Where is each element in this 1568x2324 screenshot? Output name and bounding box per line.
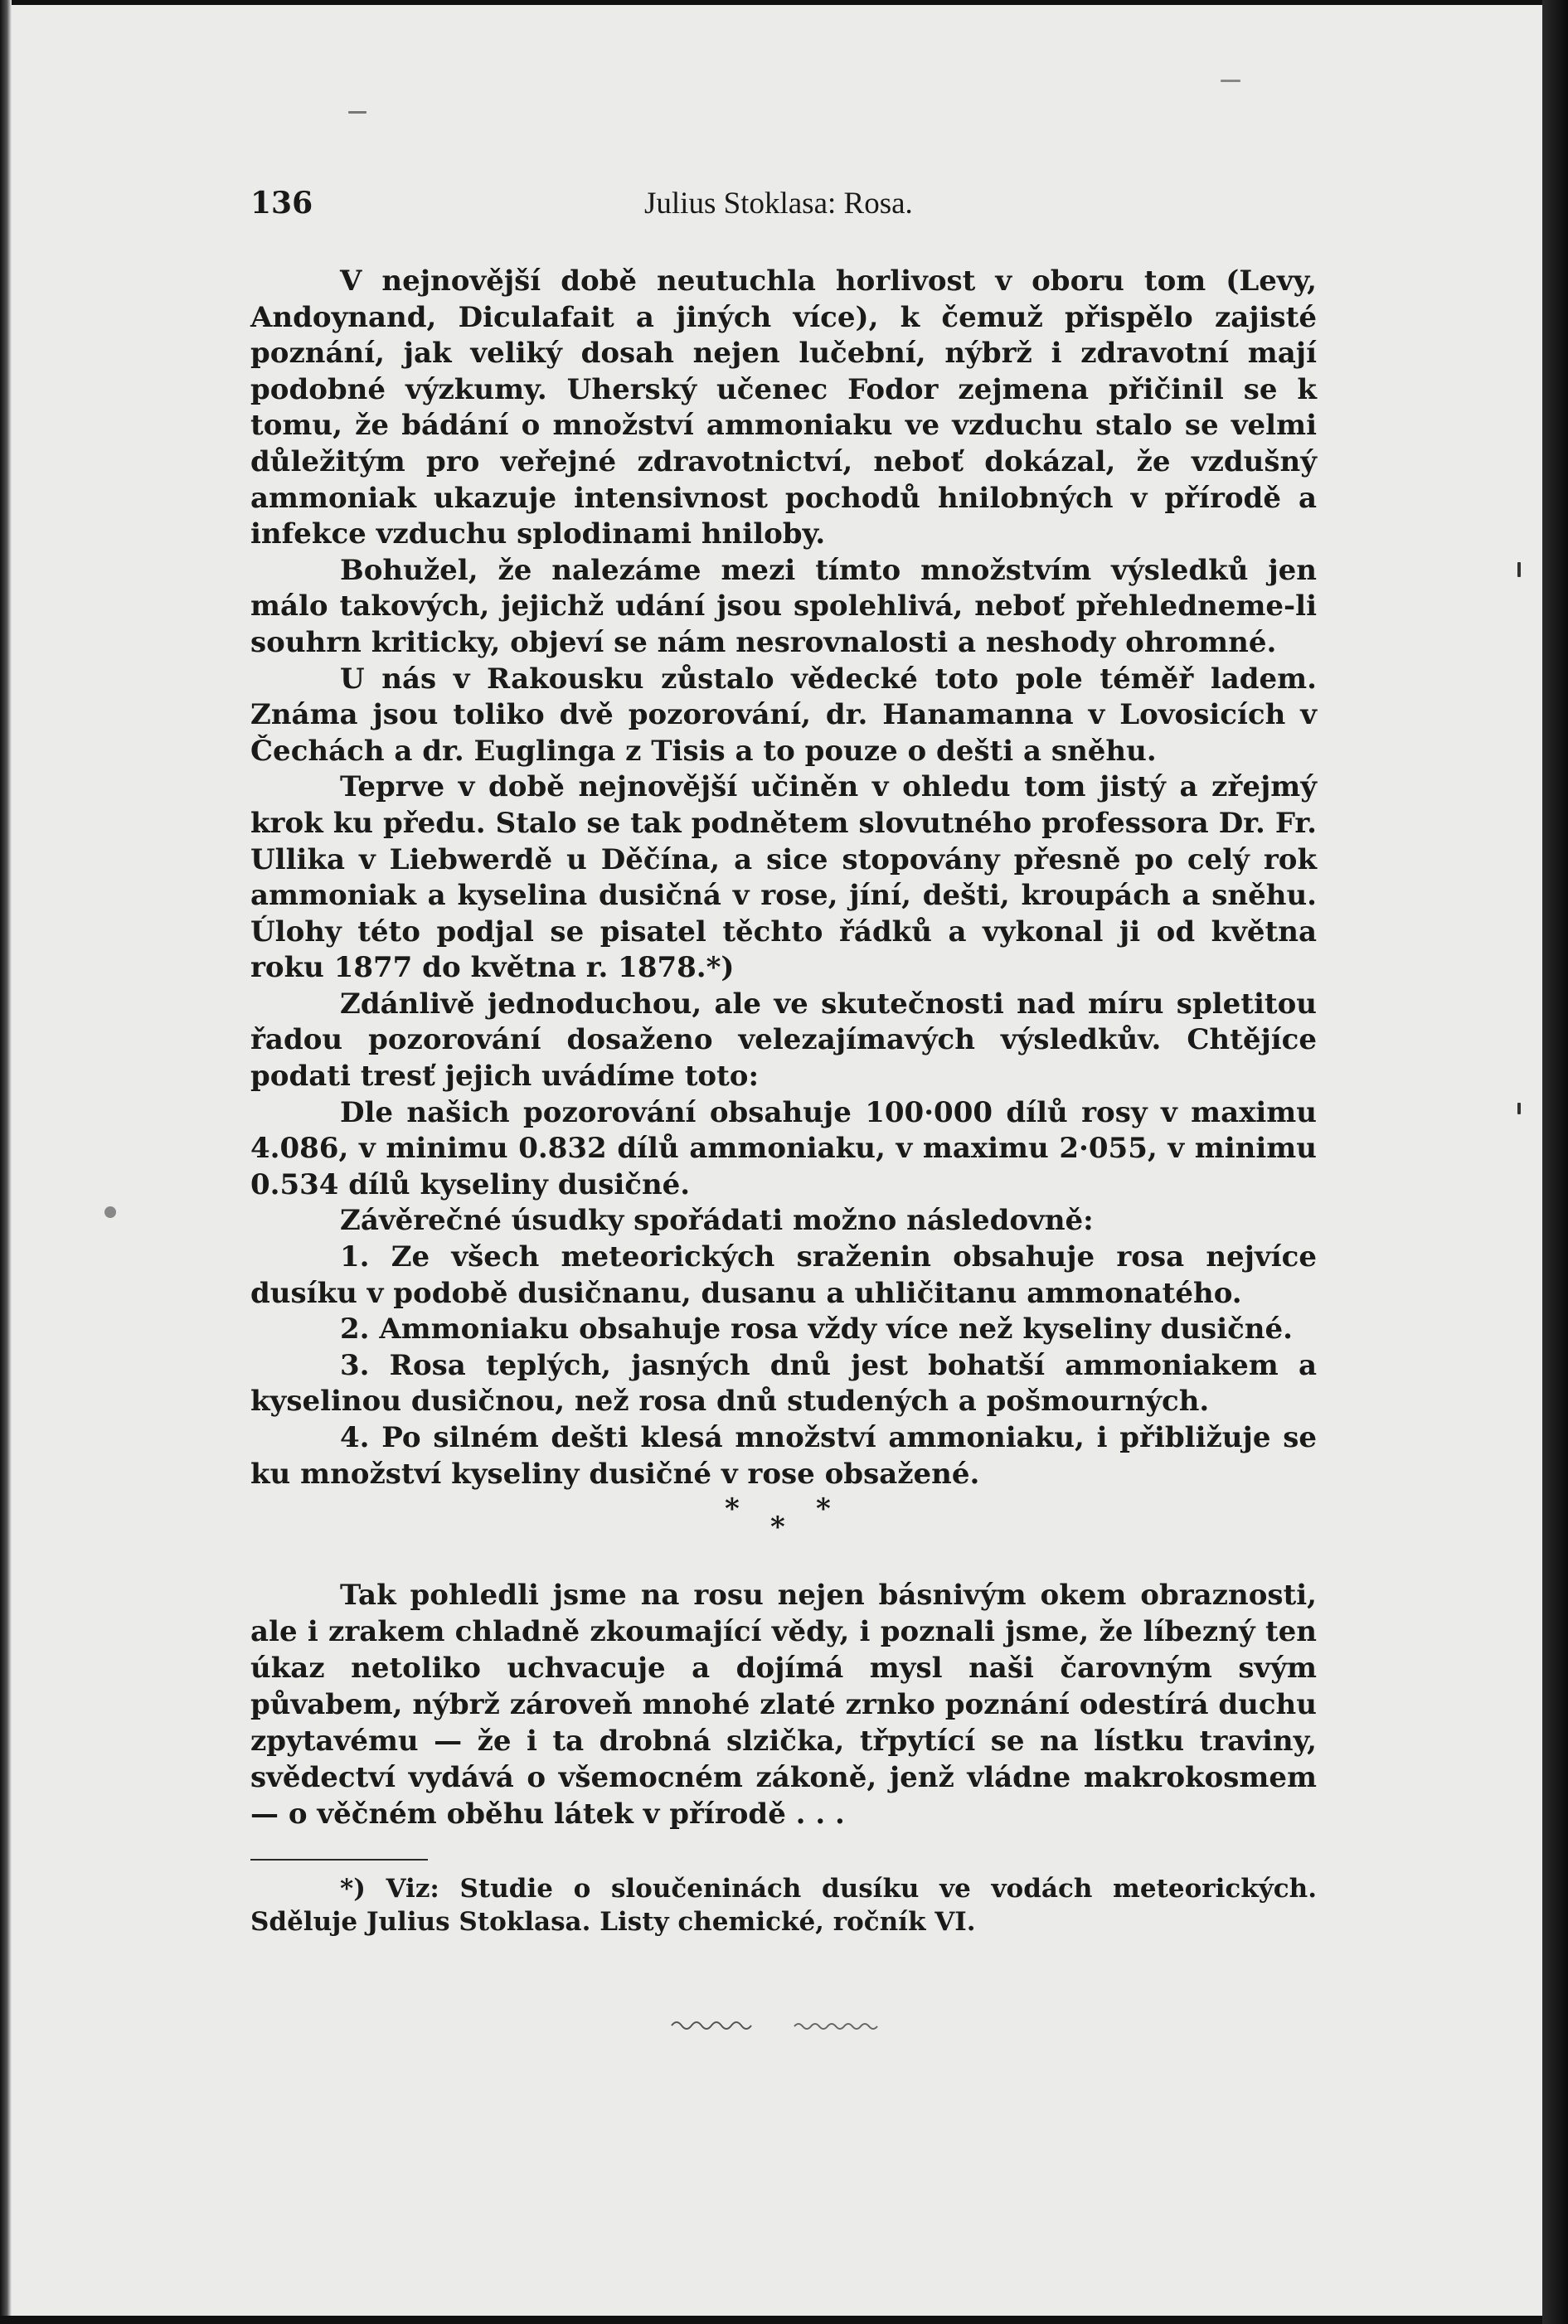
separator-star: * xyxy=(816,1492,831,1526)
end-ornament xyxy=(670,2013,894,2038)
page-number: 136 xyxy=(250,186,313,221)
paragraph: Dle našich pozorování obsahuje 100·000 dílů rosy v maximu 4.086, v minimu 0.832 dílů ammoniaku, v maximu 2·055, v minimu 0.534 dílů kyseliny dusičné. xyxy=(250,1095,1317,1201)
footnote-text: *) Viz: Studie o sloučeninách dusíku ve vodách meteorických. Sděluje Julius Stoklasa. Listy chemické, ročník VI. xyxy=(250,1874,1317,1937)
paragraph: V nejnovější době neutuchla horlivost v oboru tom (Levy, Andoynand, Diculafait a jiných více), k čemuž přispělo zajisté poznání, jak veliký dosah nejen lučební, nýbrž i zdravotní mají podobné výzkumy. Uherský učenec Fodor zejmena přičinil se k tomu, že bádání o množství ammoniaku ve vzduchu stalo se velmi důležitým pro veřejné zdravotnictví, neboť dokázal, že vzdušný ammoniak ukazuje intensivnost pochodů hnilobných v přírodě a infekce vzduchu splodinami hniloby. xyxy=(250,264,1317,551)
paragraph: Zdánlivě jednoduchou, ale ve skutečnosti nad míru spletitou řadou pozorování dosaženo velezajímavých výsledkův. Chtějíce podati tresť jejich uvádíme toto: xyxy=(250,987,1317,1094)
footnote xyxy=(250,1872,1317,1938)
scan-edge-top xyxy=(0,0,1542,5)
footnote-rule xyxy=(250,1859,428,1861)
scan-speck xyxy=(1517,562,1521,577)
paragraph: Závěrečné úsudky spořádati možno následovně: xyxy=(340,1204,1094,1238)
separator-star: * xyxy=(725,1492,740,1526)
paragraph: Teprve v době nejnovější učiněn v ohledu tom jistý a zřejmý krok ku předu. Stalo se tak podnětem slovutného professora Dr. Fr. Ullika v Liebwerdě u Děčína, a sice stopovány přesně po celý rok ammoniak a kyselina dusičná v rose, jíní, dešti, kroupách a sněhu. Úlohy této podjal se pisatel těchto řádků a vykonal ji od května roku 1877 do května r. 1878.*) xyxy=(250,770,1317,985)
scan-edge-bottom xyxy=(0,2316,1542,2324)
running-head: Julius Stoklasa: Rosa. xyxy=(644,187,913,221)
closing-text xyxy=(250,1577,1317,1832)
scan-speck xyxy=(1221,80,1240,82)
closing-paragraph: Tak pohledli jsme na rosu nejen básnivým okem obraznosti, ale i zrakem chladně zkoumající vědy, i poznali jsme, že líbezný ten úkaz netoliko uchvacuje a dojímá mysl naši čarovným svým půvabem, nýbrž zároveň mnohé zlaté zrnko poznání odestírá duchu zpytavému — že i ta drobná slzička, třpytící se na lístku traviny, svědectví vydává o všemocném zákoně, jenž vládne makrokosmem — o věčném oběhu látek v přírodě . . . xyxy=(250,1579,1317,1831)
list-item: 3. Rosa teplých, jasných dnů jest bohatší ammoniakem a kyselinou dusičnou, než rosa dnů studených a pošmourných. xyxy=(250,1348,1317,1419)
section-separator xyxy=(713,1492,846,1542)
paragraph: Bohužel, že nalezáme mezi tímto množstvím výsledků jen málo takových, jejichž udání jsou spolehlivá, neboť přehledneme-li souhrn kriticky, objeví se nám nesrovnalosti a neshody ohromné. xyxy=(250,553,1317,659)
scan-speck xyxy=(348,111,367,114)
list-item: 4. Po silném dešti klesá množství ammoniaku, i přibližuje se ku množství kyseliny dusičné v rose obsažené. xyxy=(250,1421,1317,1491)
body-text xyxy=(250,264,1317,1492)
list-item: 1. Ze všech meteorických sraženin obsahuje rosa nejvíce dusíku v podobě dusičnanu, dusanu a uhličitanu ammonatého. xyxy=(250,1240,1317,1310)
paragraph: U nás v Rakousku zůstalo vědecké toto pole téměř ladem. Známa jsou toliko dvě pozorování, dr. Hanamanna v Lovosicích v Čechách a dr. Euglinga z Tisis a to pouze o dešti a sněhu. xyxy=(250,662,1317,768)
scan-speck xyxy=(1517,1103,1521,1114)
scan-edge-left xyxy=(0,0,12,2324)
list-item: 2. Ammoniaku obsahuje rosa vždy více než kyseliny dusičné. xyxy=(340,1312,1293,1346)
scan-edge-right xyxy=(1542,0,1568,2324)
page-header xyxy=(250,186,1317,227)
separator-star: * xyxy=(770,1511,785,1544)
scan-speck xyxy=(104,1206,116,1218)
